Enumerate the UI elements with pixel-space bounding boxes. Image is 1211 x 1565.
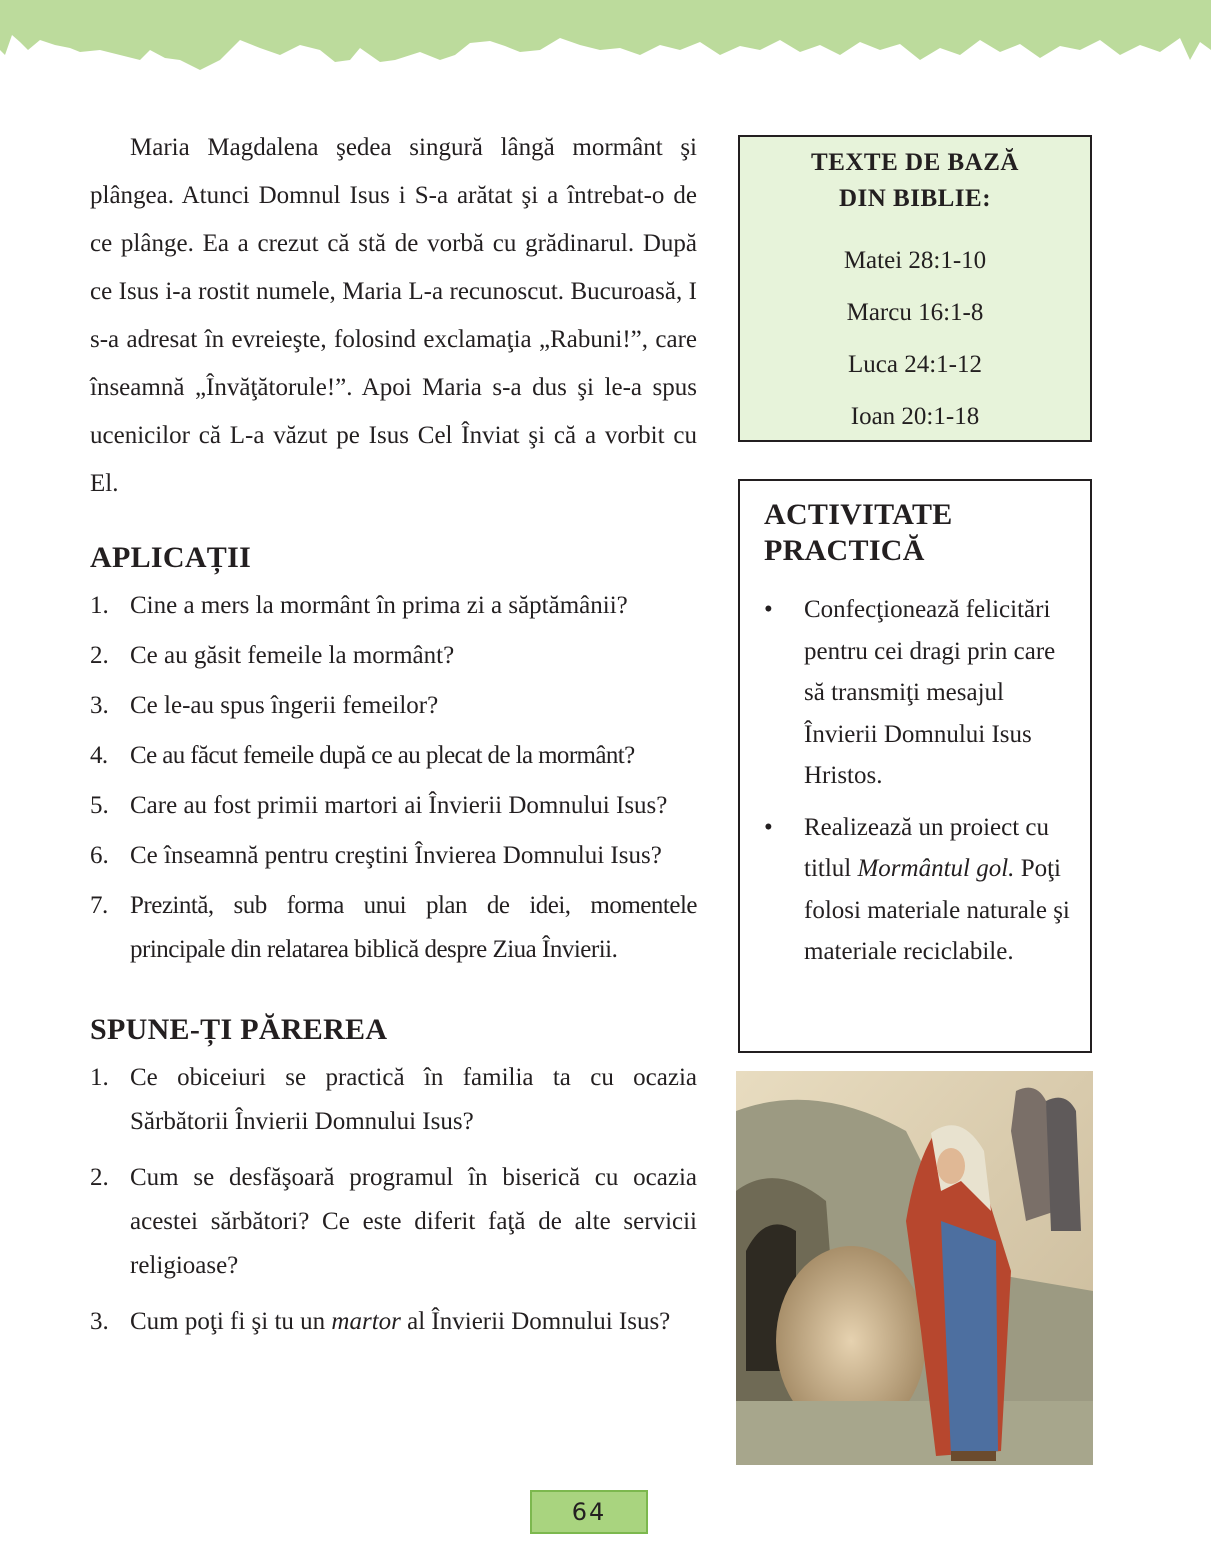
parere-list <box>90 1056 697 1344</box>
item-text: Confecţionează felicitări pentru cei dragi prin care să transmiţi mesajul Învierii Domnului Isus Hristos. <box>804 596 1056 789</box>
empty-tomb-illustration <box>736 1071 1093 1465</box>
item-number: 6. <box>90 842 109 869</box>
list-item <box>740 807 1090 973</box>
bible-references <box>740 235 1090 443</box>
item-text: Cine a mers la mormânt în prima zi a săptămânii? <box>130 592 628 619</box>
item-text: Care au fost primii martori ai Învierii Domnului Isus? <box>130 792 668 819</box>
bible-reference: Matei 28:1-10 <box>843 247 987 274</box>
title-line: ACTIVITATE <box>764 498 953 531</box>
item-emphasis: martor <box>331 1308 401 1335</box>
item-text: Cum se desfăşoară programul în biserică cu ocazia acestei sărbători? Ce este diferit faţă de alte servicii religioase? <box>130 1164 697 1279</box>
item-text: Ce au făcut femeile după ce au plecat de la mormânt? <box>130 742 635 769</box>
item-text: Ce au găsit femeile la mormânt? <box>130 642 455 669</box>
list-item <box>90 684 697 728</box>
list-item <box>740 589 1090 797</box>
list-item <box>90 784 697 828</box>
bullet: • <box>764 596 773 623</box>
aplicatii-heading: APLICAȚII <box>90 541 252 574</box>
texte-de-baza-box <box>738 135 1092 442</box>
title-line: PRACTICĂ <box>764 534 925 567</box>
item-number: 3. <box>90 1308 109 1335</box>
item-number: 5. <box>90 792 109 819</box>
decorative-banner <box>0 0 1211 80</box>
main-column <box>90 124 697 1356</box>
list-item <box>90 884 697 972</box>
texte-title <box>740 145 1090 217</box>
list-item <box>90 1056 697 1144</box>
item-number: 1. <box>90 1064 109 1091</box>
item-text: Ce obiceiuri se practică în familia ta cu ocazia Sărbătorii Învierii Domnului Isus? <box>130 1064 697 1135</box>
item-number: 4. <box>90 742 108 769</box>
parere-heading: SPUNE-ȚI PĂREREA <box>90 1013 388 1046</box>
item-text: Prezintă, sub forma unui plan de idei, momentele principale din relatarea biblică despre Ziua Învierii. <box>130 892 697 963</box>
list-item <box>90 1156 697 1288</box>
list-item <box>90 634 697 678</box>
item-number: 2. <box>90 642 109 669</box>
list-item <box>90 734 697 778</box>
item-text: Realizează un proiect cu titlul <box>804 813 1049 882</box>
item-text: al Învierii Domnului Isus? <box>400 1308 671 1335</box>
item-text: Cum poţi fi şi tu un <box>130 1308 332 1335</box>
activitate-list <box>740 589 1090 973</box>
bullet: • <box>764 813 773 841</box>
bible-reference: Luca 24:1-12 <box>848 351 982 378</box>
item-text: Ce înseamnă pentru creştini Învierea Domnului Isus? <box>130 842 662 869</box>
list-item <box>90 1300 697 1344</box>
page-number: 64 <box>530 1490 648 1534</box>
activitate-title <box>764 497 1090 569</box>
item-text: Ce le-au spus îngerii femeilor? <box>130 692 439 719</box>
bible-reference: Marcu 16:1-8 <box>846 299 984 326</box>
item-number: 2. <box>90 1164 109 1191</box>
texte-title-line: TEXTE DE BAZĂ <box>811 149 1019 176</box>
item-text: Poţi folosi materiale naturale şi materiale reciclabile. <box>804 855 1070 965</box>
texte-title-line: DIN BIBLIE: <box>838 185 992 212</box>
item-emphasis: Mormântul gol. <box>857 855 1015 882</box>
item-number: 7. <box>90 892 108 919</box>
activitate-practica-box <box>738 479 1092 1053</box>
list-item <box>90 834 697 878</box>
item-number: 3. <box>90 692 109 719</box>
bible-reference: Ioan 20:1-18 <box>850 403 980 430</box>
item-number: 1. <box>90 592 109 619</box>
story-paragraph: Maria Magdalena şedea singură lângă mormânt şi plângea. Atunci Domnul Isus i S-a arătat şi a întrebat-o de ce plânge. Ea a crezut că stă de vorbă cu grădinarul. După ce Isus i-a rostit numele, Maria L-a recunoscut. Bucuroasă, I s-a adresat în evreieşte, folosind exclamaţia „Rabuni!”, care înseamnă „Învăţătorule!”. Apoi Maria s-a dus şi le-a spus ucenicilor că L-a văzut pe Isus Cel Înviat şi că a vorbit cu El. <box>90 134 697 497</box>
list-item <box>90 584 697 628</box>
aplicatii-list <box>90 584 697 972</box>
